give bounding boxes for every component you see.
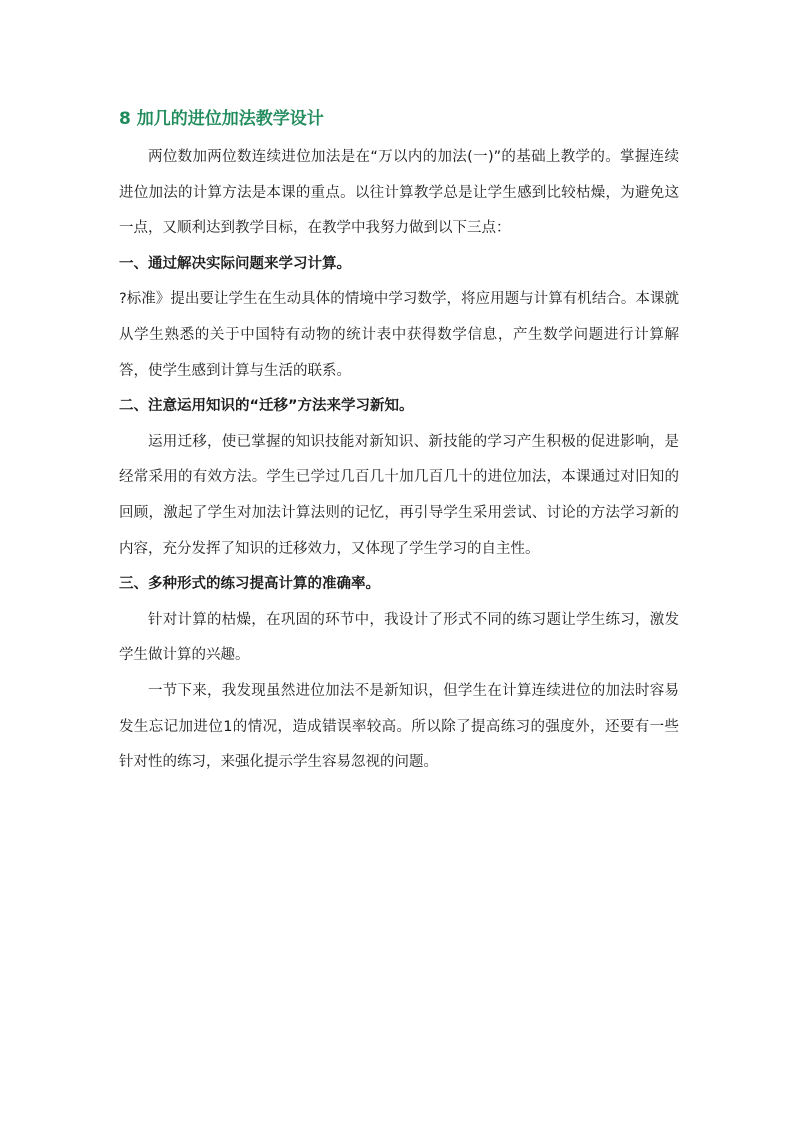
intro-paragraph: 两位数加两位数连续进位加法是在“万以内的加法(一)”的基础上教学的。掌握连续进位加法的计算方法是本课的重点。以往计算教学总是让学生感到比较枯燥，为避免这一点，又顺利达到教学目标，在教学中我努力做到以下三点：: [119, 149, 679, 237]
section-2-paragraph: 运用迁移，使已掌握的知识技能对新知识、新技能的学习产生积极的促进影响，是经常采用的有效方法。学生已学过几百几十加几百几十的进位加法，本课通过对旧知的回顾，激起了学生对加法计算法则的记忆，再引导学生采用尝试、讨论的方法学习新的内容，充分发挥了知识的迁移效力，又体现了学生学习的自主性。: [119, 433, 679, 557]
document-content: [119, 104, 679, 781]
section-1-heading: 一、通过解决实际问题来学习计算。: [119, 255, 351, 272]
section-3-paragraph-2: 一节下来，我发现虽然进位加法不是新知识，但学生在计算连续进位的加法时容易发生忘记加进位1的情况，造成错误率较高。所以除了提高练习的强度外，还要有一些针对性的练习，来强化提示学生容易忽视的问题。: [119, 682, 679, 771]
section-3-heading: 三、多种形式的练习提高计算的准确率。: [119, 576, 380, 593]
document-title: 8 加几的进位加法教学设计: [119, 109, 324, 129]
section-1-paragraph: ?标准》提出要让学生在生动具体的情境中学习数学，将应用题与计算有机结合。本课就从学生熟悉的关于中国特有动物的统计表中获得数学信息，产生数学问题进行计算解答，使学生感到计算与生活的联系。: [119, 291, 679, 379]
section-3-paragraph-1: 针对计算的枯燥，在巩固的环节中，我设计了形式不同的练习题让学生练习，激发学生做计算的兴趣。: [119, 611, 679, 664]
section-2-heading: 二、注意运用知识的“迁移”方法来学习新知。: [119, 398, 414, 415]
